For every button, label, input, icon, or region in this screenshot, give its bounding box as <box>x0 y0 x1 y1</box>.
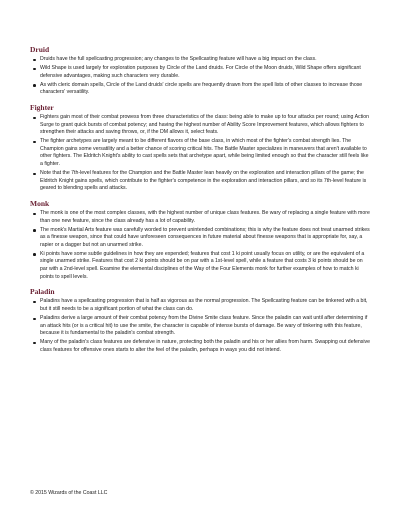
bullet-item: As with cleric domain spells, Circle of the Land druids' circle spells are frequently drawn from the spell lists of other classes to increase those characters' versatility. <box>40 82 370 97</box>
bullet-list <box>30 298 370 354</box>
bullet-item: Many of the paladin's class features are defensive in nature, protecting both the paladin and his or her allies from harm. Swapping out defensive class features for offensive ones starts to alter the feel of the paladin, perhaps in ways you did not intend. <box>40 339 371 353</box>
bullet-item: The fighter archetypes are largely meant to be different flavors of the base class, in which most of the fighter's combat strength lies. The Champion gains some versatility and a better chance of scoring critical hits. The Battle Master specializes in maneuvers that aren't available to other fighters. The Eldritch Knight's ability to cast spells sets that archetype apart, while being limited enough so that the character still feels like a fighter. <box>40 138 369 168</box>
section-druid <box>30 45 370 97</box>
bullet-item: Druids have the full spellcasting progression; any changes to the Spellcasting feature will have a big impact on the class. <box>40 56 370 64</box>
copyright-footer: © 2015 Wizards of the Coast LLC <box>30 490 108 496</box>
bullet-list <box>30 114 370 193</box>
bullet-item: Wild Shape is used largely for exploration purposes by Circle of the Land druids. For Circle of the Moon druids, Wild Shape offers significant defensive advantages, making such characters very durable. <box>40 65 370 80</box>
bullet-item: The monk's Martial Arts feature was carefully worded to prevent unintended combinations; this is why the feature does not treat unarmed strikes as a finesse weapon, since that could have unforeseen consequences in future material about finesse weapons that is appropriate for, say, a rapier or a dagger but not an unarmed strike. <box>40 226 370 248</box>
bullet-item: The monk is one of the most complex classes, with the highest number of unique class features. Be wary of replacing a single feature with more than one new feature, since the class already has a lot of capability. <box>40 209 370 224</box>
bullet-list <box>30 56 370 97</box>
section-heading: Druid <box>30 45 50 54</box>
bullet-item: Paladins derive a large amount of their combat potency from the Divine Smite class feature. Since the paladin can wait until after determining if an attack hits (or is a critical hit) to use the smite, the character is capable of intense bursts of damage. Be wary of tinkering with this feature, because it is fundamental to the paladin's combat strength. <box>40 315 370 338</box>
section-heading: Monk <box>30 198 50 208</box>
bullet-item: Note that the 7th-level features for the Champion and the Battle Master lean heavily on the exploration and interaction pillars of the game; the Eldritch Knight gains spells, which contribute to the fighter's competence in the exploration and interaction pillars, and so its 7th-level feature is geared to blending spells and attacks. <box>40 170 370 193</box>
bullet-item: Fighters gain most of their combat prowess from three characteristics of the class: being able to make up to four attacks per round; using Action Surge to grant quick bursts of combat potency; and having the highest number of Ability Score Improvement features, which allows fighters to strengthen their attacks and saving throws, or, if the DM allows it, select feats. <box>40 113 369 136</box>
bullet-item: Ki points have some subtle guidelines in how they are expended; features that cost 1 ki point usually focus on utility, or are the equivalent of a single unarmed strike. Features that cost 2 ki points should be on par with a 1st-level spell, while a feature that costs 3 ki points should be on par with a 2nd-level spell. Examine the elemental disciplines of the Way of the Four Elements monk for further examples of how to match ki points to spell levels. <box>40 251 370 281</box>
section-fighter <box>30 103 370 193</box>
section-heading: Fighter <box>30 102 54 112</box>
bullet-list <box>30 210 370 281</box>
section-paladin <box>30 287 370 354</box>
sections-container <box>30 45 370 354</box>
section-heading: Paladin <box>30 287 55 297</box>
section-monk <box>30 199 370 281</box>
bullet-item: Paladins have a spellcasting progression that is half as vigorous as the normal progression. The Spellcasting feature can be tinkered with a bit, but it still needs to be a significant portion of what the class can do. <box>40 298 370 313</box>
